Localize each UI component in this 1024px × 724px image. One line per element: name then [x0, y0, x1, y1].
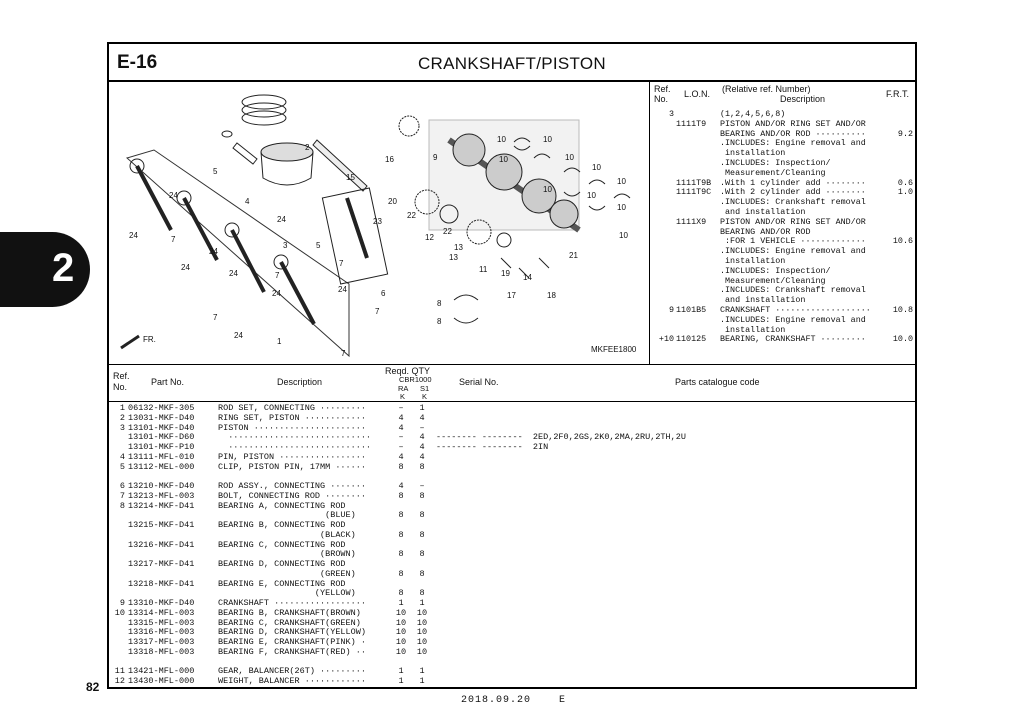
connecting-rod — [281, 262, 314, 324]
row-part-no: 13214-MKF-D41 — [128, 500, 195, 511]
ref-row-ref: 9 — [668, 304, 674, 315]
ref-row-description: PISTON AND/OR RING SET AND/OR — [720, 118, 866, 129]
ref-header-frt: F.R.T. — [886, 89, 910, 99]
callout-label: 10 — [592, 163, 601, 172]
row-qty-b: 10 — [416, 617, 428, 628]
page-number: 82 — [86, 680, 100, 694]
crank-web — [550, 200, 578, 228]
row-description: ROD SET, CONNECTING ········· — [218, 403, 366, 413]
ref-row-description: Measurement/Cleaning — [720, 275, 826, 286]
parts-table-header — [109, 365, 915, 402]
ref-row-description: installation — [720, 324, 786, 335]
front-arrow — [121, 336, 139, 348]
gear-16 — [399, 116, 419, 136]
ref-row-description: .INCLUDES: Engine removal and — [720, 246, 866, 257]
piston-ring — [242, 103, 286, 117]
th-ref: Ref. — [113, 371, 130, 381]
table-row — [109, 677, 915, 687]
ref-row-description: (1,2,4,5,6,8) — [720, 109, 786, 119]
row-qty-b: 8 — [419, 510, 425, 521]
row-part-no: 13314-MFL-003 — [128, 607, 195, 618]
row-qty-b: 4 — [419, 442, 425, 452]
ref-row-description: .With 2 cylinder add ········ — [720, 187, 866, 198]
callout-label: 7 — [213, 313, 218, 322]
piston-pin-clip — [222, 131, 232, 137]
row-description: (BLUE) — [218, 510, 356, 521]
callout-label: 13 — [449, 253, 458, 262]
callout-label: 18 — [547, 291, 556, 300]
row-qty-a: 4 — [398, 481, 404, 491]
ref-header-no: No. — [654, 94, 669, 104]
th-no: No. — [113, 382, 128, 392]
th-model: CBR1000 — [399, 375, 432, 384]
ref-row-lon: 1101B5 — [676, 304, 707, 315]
row-qty-a: – — [398, 403, 404, 413]
th-serial: Serial No. — [459, 377, 499, 387]
row-part-no: 13112-MEL-000 — [128, 461, 195, 472]
row-ref: 1 — [119, 403, 125, 413]
row-qty-b: 4 — [419, 451, 425, 462]
callout-label: 5 — [316, 241, 321, 250]
th-description: Description — [277, 377, 323, 387]
callout-label: 24 — [277, 215, 286, 224]
callout-label: 7 — [339, 259, 344, 268]
callout-label: 10 — [619, 231, 628, 240]
row-part-no: 13316-MFL-003 — [128, 627, 195, 638]
callout-label: 9 — [433, 153, 438, 162]
row-description: RING SET, PISTON ············ — [218, 412, 366, 423]
row-description: (BROWN) — [218, 549, 356, 560]
row-description: PISTON ······················ — [218, 422, 366, 433]
row-qty-a: 8 — [398, 549, 404, 560]
row-qty-a: 8 — [398, 588, 404, 599]
ref-row-description: CRANKSHAFT ··················· — [720, 304, 871, 315]
row-part-no: 13310-MKF-D40 — [128, 598, 195, 608]
callout-label: 24 — [181, 263, 190, 272]
callout-label: 20 — [388, 197, 397, 206]
exploded-diagram — [109, 80, 650, 364]
row-ref: 12 — [114, 676, 125, 686]
page-header — [109, 44, 915, 82]
row-qty-a: 1 — [398, 676, 404, 686]
callout-label: 10 — [587, 191, 596, 200]
row-part-no: 13101-MKF-P10 — [128, 442, 195, 452]
piston-ring — [242, 111, 286, 125]
callout-label: 8 — [437, 317, 442, 326]
callout-label: 8 — [437, 299, 442, 308]
callout-label: 10 — [543, 135, 552, 144]
callout-label: 24 — [129, 231, 138, 240]
callout-label: 10 — [565, 153, 574, 162]
row-part-no: 13430-MFL-000 — [128, 676, 195, 686]
ref-header-description: Description — [780, 94, 826, 104]
connecting-rod-single — [347, 198, 367, 258]
ref-row-frt: 10.0 — [892, 334, 913, 345]
ref-row-description: :FOR 1 VEHICLE ············· — [720, 236, 866, 247]
row-qty-b: 8 — [419, 490, 425, 501]
row-qty-a: 8 — [398, 568, 404, 579]
section-tab-number: 2 — [52, 246, 75, 290]
row-serial-catalogue: -------- -------- 2ED,2F0,2GS,2K0,2MA,2RU,2TH,2U — [436, 432, 686, 443]
row-ref: 4 — [119, 451, 125, 462]
ref-header-relative: (Relative ref. Number) — [722, 84, 811, 94]
row-qty-b: 8 — [419, 529, 425, 540]
callout-label: 7 — [375, 307, 380, 316]
reference-table — [650, 80, 915, 364]
callout-label: 24 — [229, 269, 238, 278]
ref-header-lon: L.O.N. — [684, 89, 711, 99]
footer — [461, 695, 566, 706]
th-reqd: Reqd. QTY — [385, 366, 431, 376]
row-part-no: 13216-MKF-D41 — [128, 539, 195, 550]
ref-row-frt: 9.2 — [897, 128, 913, 139]
row-description: BEARING D, CONNECTING ROD — [218, 559, 346, 569]
ref-header-ref: Ref. — [654, 84, 671, 94]
ref-row-ref: 3 — [668, 109, 674, 119]
th-col-a: RA — [398, 384, 409, 393]
row-description: ROD ASSY., CONNECTING ······· — [218, 481, 366, 491]
th-part-no: Part No. — [151, 377, 185, 387]
ref-row-ref: +10 — [658, 334, 674, 345]
row-ref: 8 — [119, 500, 125, 511]
row-qty-a: 8 — [398, 510, 404, 521]
ref-row-description: .INCLUDES: Crankshaft removal — [720, 197, 866, 208]
connecting-rod — [232, 230, 264, 292]
row-description: PIN, PISTON ················· — [218, 451, 366, 462]
ref-row-description: .INCLUDES: Inspection/ — [720, 265, 831, 276]
row-qty-a: 8 — [398, 461, 404, 472]
table-row — [109, 648, 915, 658]
row-part-no: 13318-MFL-003 — [128, 646, 195, 657]
bearing-8 — [454, 318, 478, 323]
row-qty-a: – — [398, 432, 404, 443]
ref-row-description: installation — [720, 255, 786, 266]
piston-ring — [242, 95, 286, 109]
row-qty-b: 4 — [419, 412, 425, 423]
row-description: GEAR, BALANCER(26T) ········· — [218, 666, 366, 677]
ref-row-frt: 10.8 — [892, 304, 913, 315]
bearing-shell — [589, 180, 605, 184]
page-title: CRANKSHAFT/PISTON — [417, 54, 607, 73]
callout-label: 6 — [381, 289, 386, 298]
th-col-b: S1 — [420, 384, 430, 393]
row-description: BEARING F, CRANKSHAFT(RED) ·· — [218, 646, 366, 657]
callout-label: 21 — [569, 251, 578, 260]
row-qty-b: 1 — [419, 403, 425, 413]
row-qty-b: 8 — [419, 588, 425, 599]
ref-row-lon: 1111T9C — [676, 187, 712, 198]
callout-label: 5 — [213, 167, 218, 176]
row-qty-a: 10 — [395, 637, 407, 647]
row-description: BEARING C, CONNECTING ROD — [218, 539, 346, 550]
callout-label: 3 — [283, 241, 288, 250]
callout-label: 24 — [169, 191, 178, 200]
row-qty-a: 10 — [395, 617, 407, 628]
ref-row-description: BEARING, CRANKSHAFT ········· — [720, 334, 866, 345]
row-qty-a: 8 — [398, 529, 404, 540]
callout-label: 24 — [209, 247, 218, 256]
row-ref: 11 — [114, 666, 125, 677]
row-qty-b: 10 — [416, 646, 428, 657]
row-ref: 6 — [119, 481, 125, 491]
ref-row-frt: 10.6 — [892, 236, 913, 247]
ref-row-lon: 110125 — [676, 334, 707, 345]
row-qty-a: 4 — [398, 412, 404, 423]
connecting-rod — [137, 166, 171, 230]
row-description: BEARING E, CRANKSHAFT(PINK) · — [218, 637, 366, 647]
row-description: BEARING A, CONNECTING ROD — [218, 500, 346, 511]
row-description: CLIP, PISTON PIN, 17MM ······ — [218, 461, 366, 472]
th-catalogue: Parts catalogue code — [675, 377, 760, 387]
row-description: ···························· — [218, 432, 372, 443]
row-part-no: 13101-MKF-D60 — [128, 432, 195, 443]
table-row — [109, 463, 915, 473]
row-description: BOLT, CONNECTING ROD ········ — [218, 490, 366, 501]
callout-label: 13 — [454, 243, 463, 252]
ref-lines — [650, 110, 915, 345]
row-description: (BLACK) — [218, 529, 356, 540]
row-qty-b: 1 — [419, 676, 425, 686]
row-qty-a: 4 — [398, 451, 404, 462]
ref-row-description: and installation — [720, 206, 806, 217]
callout-label: 12 — [425, 233, 434, 242]
row-part-no: 13217-MKF-D41 — [128, 559, 195, 569]
row-description: (YELLOW) — [218, 588, 356, 599]
row-part-no: 13421-MFL-000 — [128, 666, 195, 677]
front-marker: FR. — [143, 335, 156, 344]
callout-label: 7 — [171, 235, 176, 244]
callout-label: 16 — [385, 155, 394, 164]
row-ref: 7 — [119, 490, 125, 501]
row-ref: 3 — [119, 422, 125, 433]
bearing-8 — [454, 295, 478, 300]
ref-row — [650, 335, 915, 345]
callout-label: 11 — [479, 265, 488, 274]
row-qty-b: 8 — [419, 568, 425, 579]
row-qty-b: – — [419, 481, 425, 491]
footer-date: 2018.09.20 — [461, 695, 532, 706]
callout-label: 10 — [543, 185, 552, 194]
th-col-b2: K — [422, 392, 428, 401]
row-description: BEARING E, CONNECTING ROD — [218, 578, 346, 589]
row-qty-b: 4 — [419, 432, 425, 443]
row-part-no: 06132-MKF-305 — [128, 403, 195, 413]
row-qty-b: 10 — [416, 607, 428, 618]
row-part-no: 13317-MFL-003 — [128, 637, 195, 647]
th-col-a2: K — [400, 392, 406, 401]
callout-label: 23 — [373, 217, 382, 226]
callout-label: 24 — [234, 331, 243, 340]
row-part-no: 13315-MFL-003 — [128, 617, 195, 628]
row-qty-b: 10 — [416, 627, 428, 638]
row-qty-b: 8 — [419, 549, 425, 560]
ref-row-description: .INCLUDES: Engine removal and — [720, 314, 866, 325]
row-description: BEARING C, CRANKSHAFT(GREEN) — [218, 617, 361, 628]
callout-label: 4 — [245, 197, 250, 206]
crank-web — [453, 134, 485, 166]
ref-row-description: .INCLUDES: Inspection/ — [720, 157, 831, 168]
row-qty-a: 10 — [395, 627, 407, 638]
row-ref: 9 — [119, 598, 125, 608]
callout-label: 17 — [507, 291, 516, 300]
row-qty-a: – — [398, 442, 404, 452]
section-code: E-16 — [117, 52, 158, 73]
row-description: CRANKSHAFT ·················· — [218, 598, 366, 608]
balancer-shaft — [313, 140, 367, 191]
callout-label: 10 — [617, 203, 626, 212]
row-ref: 10 — [114, 607, 125, 618]
row-ref: 5 — [119, 461, 125, 472]
row-qty-a: 8 — [398, 490, 404, 501]
callout-label: 7 — [275, 271, 280, 280]
callout-label: 10 — [497, 135, 506, 144]
row-part-no: 13101-MKF-D40 — [128, 422, 195, 433]
callout-label: 24 — [338, 285, 347, 294]
ref-row-frt: 1.0 — [897, 187, 913, 198]
ref-row-description: PISTON AND/OR RING SET AND/OR — [720, 216, 866, 227]
ref-row-lon: 1111X9 — [676, 216, 707, 227]
row-qty-a: 4 — [398, 422, 404, 433]
washer-19 — [497, 233, 511, 247]
ref-row-description: .INCLUDES: Engine removal and — [720, 138, 866, 149]
page-frame — [107, 42, 917, 689]
ref-row-lon: 1111T9 — [676, 118, 707, 129]
rod-set-frame — [127, 150, 349, 356]
row-qty-b: 1 — [419, 666, 425, 677]
rod-assy-frame — [322, 188, 387, 284]
section-tab — [0, 232, 90, 307]
bearing-shell — [614, 194, 630, 198]
callout-label: 22 — [443, 227, 452, 236]
callout-label: 7 — [341, 349, 346, 358]
row-part-no: 13111-MFL-010 — [128, 451, 195, 462]
callout-label: 2 — [305, 143, 310, 152]
callout-label: 10 — [617, 177, 626, 186]
ref-row-description: BEARING AND/OR ROD ·········· — [720, 128, 866, 139]
row-part-no: 13031-MKF-D40 — [128, 412, 195, 423]
parts-table-body — [109, 404, 915, 687]
row-description: BEARING B, CRANKSHAFT(BROWN) — [218, 607, 361, 618]
callout-label: 22 — [407, 211, 416, 220]
ref-row-frt: 0.6 — [897, 177, 913, 188]
row-qty-a: 10 — [395, 646, 407, 657]
ref-row-description: installation — [720, 148, 786, 159]
row-qty-b: 8 — [419, 461, 425, 472]
callout-label: 19 — [501, 269, 510, 278]
row-description: WEIGHT, BALANCER ············ — [218, 676, 366, 686]
row-ref: 2 — [119, 412, 125, 423]
callout-label: 14 — [523, 273, 532, 282]
row-part-no: 13218-MKF-D41 — [128, 578, 195, 589]
row-qty-a: 1 — [398, 666, 404, 677]
callout-label: 24 — [272, 289, 281, 298]
row-part-no: 13213-MFL-003 — [128, 490, 195, 501]
ref-row-description: .INCLUDES: Crankshaft removal — [720, 285, 866, 296]
callout-label: 1 — [277, 337, 282, 346]
diagram-svg — [109, 80, 649, 364]
ref-row-description: and installation — [720, 295, 806, 306]
bearing-shell — [589, 206, 605, 210]
row-description: (GREEN) — [218, 568, 356, 579]
illustration-code: MKFEE1800 — [591, 345, 637, 354]
callout-label: 10 — [499, 155, 508, 164]
row-description: BEARING D, CRANKSHAFT(YELLOW) — [218, 627, 366, 638]
row-part-no: 13210-MKF-D40 — [128, 481, 195, 491]
row-description: ···························· — [218, 442, 372, 452]
row-serial-catalogue: -------- -------- 2IN — [436, 442, 549, 452]
ref-row-description: .With 1 cylinder add ········ — [720, 177, 866, 188]
ref-row-lon: 1111T9B — [676, 177, 712, 188]
callout-label: 15 — [346, 173, 355, 182]
ref-row-description: BEARING AND/OR ROD — [720, 226, 811, 237]
row-qty-b: – — [419, 422, 425, 433]
row-qty-a: 1 — [398, 598, 404, 608]
row-qty-a: 10 — [395, 607, 407, 618]
ref-row-description: Measurement/Cleaning — [720, 167, 826, 178]
piston-pin — [233, 143, 257, 164]
row-description: BEARING B, CONNECTING ROD — [218, 520, 346, 530]
row-qty-b: 10 — [416, 637, 428, 647]
row-part-no: 13215-MKF-D41 — [128, 520, 195, 530]
footer-edition: E — [559, 695, 567, 706]
row-qty-b: 1 — [419, 598, 425, 608]
